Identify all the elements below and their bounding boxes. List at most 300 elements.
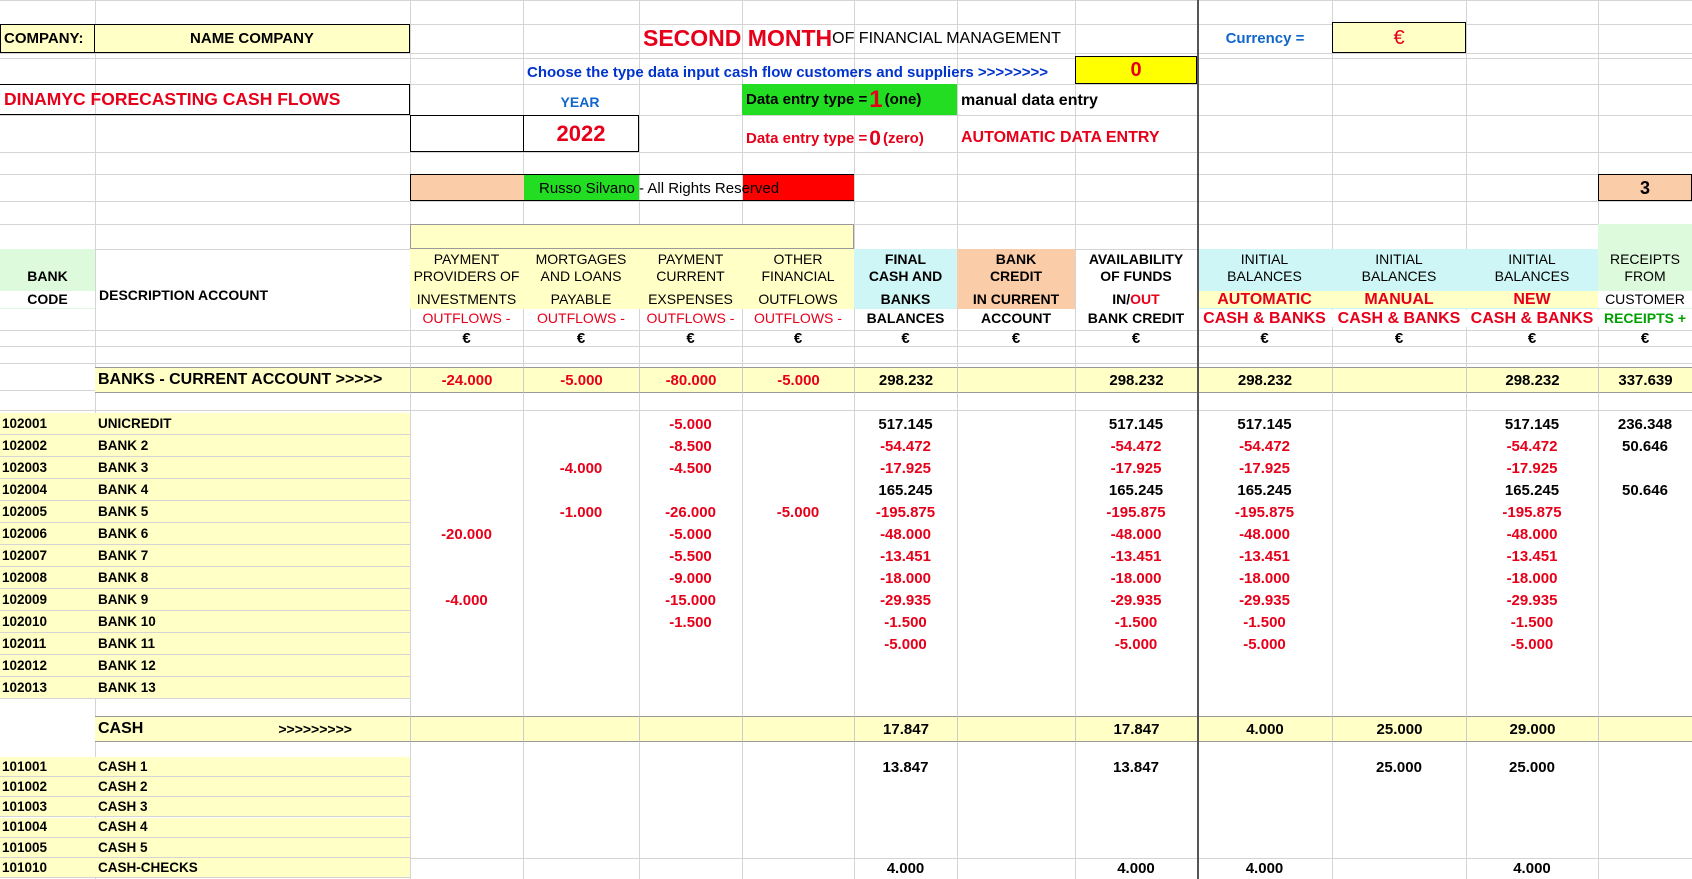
header-line: DESCRIPTION ACCOUNT (99, 287, 269, 303)
value-cell: -48.000 (1110, 525, 1162, 543)
value-cell: -29.935 (880, 591, 931, 609)
account-code[interactable]: 102005 (0, 501, 95, 523)
account-code[interactable]: 102003 (0, 457, 95, 479)
value-cell (1466, 797, 1598, 817)
value-cell[interactable] (523, 677, 639, 699)
value-cell (1197, 777, 1332, 797)
value-cell[interactable] (742, 655, 854, 677)
value-cell: 165.245 (1237, 481, 1292, 499)
value-cell[interactable] (523, 655, 639, 677)
value-cell: -195.875 (1234, 503, 1295, 521)
value-cell[interactable] (639, 677, 742, 699)
header-out: OUT (1130, 291, 1160, 307)
value-cell: -48.000 (880, 525, 931, 543)
column-header-12 (1598, 249, 1692, 326)
value-cell: -17.925 (1506, 459, 1558, 477)
entry-type-zero (746, 126, 961, 150)
value-cell[interactable]: -1.000 (559, 503, 603, 521)
value-cell[interactable]: -15.000 (665, 591, 716, 609)
grid-hline (0, 363, 1692, 364)
header-line: BALANCES (1227, 268, 1302, 284)
value-cell[interactable] (639, 797, 742, 817)
grid-hline (0, 152, 1692, 153)
header-line: CASH AND (868, 268, 943, 284)
column-header-11 (1466, 249, 1598, 327)
account-code[interactable]: 102002 (0, 435, 95, 457)
value-cell[interactable] (639, 716, 742, 742)
entry-one-description: manual data entry (961, 92, 1098, 109)
value-cell[interactable] (410, 567, 523, 589)
header-line: OUTFLOWS - (646, 310, 735, 326)
value-cell[interactable] (523, 716, 639, 742)
value-cell[interactable] (639, 818, 742, 838)
value-cell[interactable] (410, 545, 523, 567)
value-cell: -195.875 (1106, 503, 1166, 521)
value-cell[interactable] (523, 777, 639, 797)
value-cell: -13.451 (1239, 547, 1290, 565)
value-cell[interactable] (742, 413, 854, 435)
value-cell: -54.472 (1110, 437, 1162, 455)
value-cell[interactable] (639, 858, 742, 878)
value-cell (1075, 777, 1197, 797)
header-line: INITIAL (1240, 251, 1289, 267)
value-cell[interactable] (410, 797, 523, 817)
account-name[interactable]: BANK 13 (95, 677, 410, 699)
value-cell: 517.145 (1504, 415, 1560, 433)
value-cell[interactable] (742, 479, 854, 501)
value-cell (1075, 818, 1197, 838)
account-name[interactable]: CASH 4 (95, 818, 410, 838)
value-cell[interactable] (1332, 457, 1466, 479)
value-cell: -5.000 (1243, 635, 1286, 653)
value-cell[interactable] (1332, 633, 1466, 655)
account-code[interactable]: 102008 (0, 567, 95, 589)
value-cell (1598, 567, 1692, 589)
value-cell[interactable] (639, 757, 742, 777)
account-name[interactable]: BANK 3 (95, 457, 410, 479)
column-header-10 (1332, 249, 1466, 327)
value-cell[interactable] (523, 818, 639, 838)
value-cell (1598, 545, 1692, 567)
header-line: AVAILABILITY (1088, 251, 1184, 267)
header-line: FINAL (884, 251, 927, 267)
value-cell[interactable] (523, 611, 639, 633)
value-cell: -18.000 (1110, 569, 1162, 587)
account-code[interactable]: 101002 (0, 777, 95, 797)
header-line: BANK (995, 251, 1037, 267)
header-line: AUTOMATIC (1197, 291, 1332, 308)
value-cell[interactable] (742, 589, 854, 611)
value-cell: -1.500 (1510, 613, 1554, 631)
value-cell (1075, 677, 1197, 699)
header-line: IN CURRENT (972, 291, 1060, 307)
value-cell (1598, 523, 1692, 545)
header-line: BANK (27, 268, 68, 284)
value-cell[interactable] (1332, 838, 1466, 858)
value-cell[interactable] (742, 716, 854, 742)
value-cell[interactable] (410, 677, 523, 699)
value-cell (1075, 655, 1197, 677)
entry-zero-prefix: Data entry type = (746, 129, 868, 147)
value-cell[interactable]: 25.000 (1332, 716, 1466, 742)
value-cell: -18.000 (1506, 569, 1558, 587)
value-cell[interactable]: -5.000 (669, 415, 712, 433)
account-code[interactable]: 102001 (0, 413, 95, 435)
value-cell[interactable]: -80.000 (639, 367, 742, 393)
copyright-banner (410, 174, 854, 201)
header-line: OTHER (773, 251, 823, 267)
value-cell[interactable] (523, 589, 639, 611)
column-header-2 (410, 249, 523, 326)
grid-hline (0, 0, 1692, 1)
page-number: 3 (1598, 174, 1692, 201)
account-name[interactable]: CASH 2 (95, 777, 410, 797)
grid-hline (0, 53, 1692, 54)
value-cell[interactable] (410, 501, 523, 523)
value-cell[interactable] (1332, 435, 1466, 457)
value-cell: -17.925 (1110, 459, 1162, 477)
value-cell (957, 611, 1075, 633)
account-name[interactable]: BANK 4 (95, 479, 410, 501)
value-cell[interactable] (1332, 523, 1466, 545)
value-cell[interactable] (1332, 777, 1466, 797)
account-name: BANKS - CURRENT ACCOUNT >>>>> (95, 367, 410, 393)
value-cell[interactable] (523, 435, 639, 457)
value-cell[interactable] (742, 777, 854, 797)
value-cell: 298.232 (1197, 367, 1332, 393)
value-cell (957, 589, 1075, 611)
value-cell[interactable]: 25.000 (1376, 758, 1422, 776)
entry-zero-suffix: (zero) (882, 129, 924, 147)
page-title (643, 24, 1073, 53)
value-cell (854, 655, 957, 677)
header-line: MORTGAGES (535, 251, 627, 267)
currency-symbol-cell: € (1011, 329, 1021, 347)
value-cell[interactable] (410, 777, 523, 797)
header-line: BALANCES (1361, 268, 1437, 284)
value-cell (957, 677, 1075, 699)
value-cell[interactable]: -5.500 (669, 547, 712, 565)
header-line (1075, 291, 1197, 308)
value-cell: 4.000 (1117, 859, 1155, 877)
value-cell (957, 858, 1075, 878)
value-cell[interactable] (410, 838, 523, 858)
account-name[interactable]: CASH 1 (95, 757, 410, 777)
account-name[interactable]: BANK 5 (95, 501, 410, 523)
column-header-1 (95, 285, 410, 309)
account-name[interactable]: BANK 6 (95, 523, 410, 545)
header-line (0, 310, 95, 327)
receipts-band (1598, 224, 1692, 249)
value-cell[interactable] (639, 838, 742, 858)
header-line: CASH & BANKS (1332, 310, 1466, 327)
value-cell (957, 435, 1075, 457)
value-cell (957, 413, 1075, 435)
column-header-5 (742, 249, 854, 326)
year-left-cell (410, 115, 523, 152)
value-cell[interactable]: -4.000 (445, 591, 488, 609)
value-cell (1598, 818, 1692, 838)
value-cell (1197, 838, 1332, 858)
value-cell: -5.000 (1510, 635, 1554, 653)
header-line: CASH & BANKS (1197, 310, 1332, 327)
account-name[interactable]: BANK 8 (95, 567, 410, 589)
value-cell[interactable] (1332, 818, 1466, 838)
header-line: PROVIDERS OF (413, 268, 520, 284)
value-cell (957, 777, 1075, 797)
value-cell[interactable] (523, 838, 639, 858)
account-code[interactable]: 102006 (0, 523, 95, 545)
value-cell: -54.472 (1506, 437, 1558, 455)
value-cell[interactable] (1332, 501, 1466, 523)
value-cell[interactable] (1332, 545, 1466, 567)
account-name[interactable]: BANK 9 (95, 589, 410, 611)
value-cell[interactable] (523, 567, 639, 589)
header-line: MANUAL (1332, 291, 1466, 308)
header-line: CUSTOMER (1598, 291, 1692, 308)
value-cell[interactable] (639, 655, 742, 677)
value-cell[interactable] (742, 633, 854, 655)
value-cell[interactable] (410, 655, 523, 677)
value-cell (957, 567, 1075, 589)
account-code[interactable]: 102010 (0, 611, 95, 633)
header-line: RECEIPTS + (1598, 310, 1692, 327)
column-header-9 (1197, 249, 1332, 327)
value-cell[interactable] (742, 818, 854, 838)
value-cell[interactable]: -4.500 (669, 459, 712, 477)
value-cell[interactable] (523, 545, 639, 567)
value-cell[interactable] (523, 413, 639, 435)
value-cell (957, 501, 1075, 523)
account-code[interactable]: 102007 (0, 545, 95, 567)
value-cell: -5.000 (884, 635, 927, 653)
value-cell (1598, 589, 1692, 611)
value-cell[interactable] (410, 611, 523, 633)
account-name[interactable]: BANK 2 (95, 435, 410, 457)
value-cell[interactable]: -8.500 (669, 437, 712, 455)
value-cell[interactable] (1332, 677, 1466, 699)
account-code[interactable]: 101003 (0, 797, 95, 817)
column-header-3 (523, 249, 639, 326)
entry-zero-number: 0 (869, 126, 881, 150)
value-cell[interactable] (1332, 567, 1466, 589)
account-name[interactable]: CASH 3 (95, 797, 410, 817)
value-cell[interactable] (742, 523, 854, 545)
value-cell[interactable] (410, 435, 523, 457)
value-cell (1197, 655, 1332, 677)
account-name[interactable]: BANK 12 (95, 655, 410, 677)
value-cell[interactable] (410, 716, 523, 742)
value-cell: -13.451 (1506, 547, 1558, 565)
value-cell[interactable] (523, 797, 639, 817)
header-line: CODE (0, 291, 95, 308)
value-cell (957, 838, 1075, 858)
value-cell[interactable] (742, 611, 854, 633)
account-name[interactable]: BANK 11 (95, 633, 410, 655)
account-code[interactable]: 102012 (0, 655, 95, 677)
currency-symbol-cell: € (901, 329, 910, 347)
value-cell[interactable] (639, 777, 742, 797)
value-cell[interactable] (742, 838, 854, 858)
account-code[interactable]: 102004 (0, 479, 95, 501)
value-cell (1598, 777, 1692, 797)
value-cell (1598, 501, 1692, 523)
value-cell: 13.847 (882, 758, 929, 776)
account-code[interactable]: 102011 (0, 633, 95, 655)
data-entry-type-input[interactable]: 0 (1075, 56, 1197, 84)
value-cell[interactable] (1332, 797, 1466, 817)
value-cell[interactable] (742, 545, 854, 567)
value-cell[interactable] (1332, 611, 1466, 633)
value-cell[interactable] (742, 797, 854, 817)
value-cell[interactable] (1332, 655, 1466, 677)
value-cell (957, 479, 1075, 501)
value-cell[interactable] (523, 479, 639, 501)
value-cell: 236.348 (1617, 415, 1673, 433)
account-name[interactable]: CASH-CHECKS (95, 858, 410, 878)
header-line (0, 251, 95, 268)
value-cell[interactable]: -4.000 (559, 459, 603, 477)
value-cell[interactable] (742, 435, 854, 457)
header-line: PAYMENT (433, 251, 500, 267)
value-cell[interactable] (410, 858, 523, 878)
column-header-4 (639, 249, 742, 326)
header-line: AND LOANS (540, 268, 622, 284)
value-cell[interactable] (1332, 479, 1466, 501)
value-cell: -195.875 (1502, 503, 1562, 521)
cash-label: CASH (98, 720, 144, 737)
account-name[interactable]: BANK 7 (95, 545, 410, 567)
header-line: INITIAL (1375, 251, 1423, 267)
grid-hline (0, 115, 1692, 116)
value-cell: 4.000 (1197, 716, 1332, 742)
header-in: IN/ (1112, 291, 1131, 307)
value-cell: -18.000 (1239, 569, 1290, 587)
value-cell[interactable] (639, 633, 742, 655)
value-cell[interactable] (1332, 589, 1466, 611)
value-cell[interactable]: -20.000 (441, 525, 492, 543)
value-cell[interactable] (410, 479, 523, 501)
value-cell (854, 677, 957, 699)
header-line: OUTFLOWS - (422, 310, 511, 326)
header-line: CURRENT (656, 268, 725, 284)
value-cell[interactable]: -5.000 (742, 367, 854, 393)
account-code[interactable]: 101004 (0, 818, 95, 838)
account-code[interactable]: 101010 (0, 858, 95, 878)
year-field[interactable]: 2022 (523, 115, 639, 152)
header-line: RECEIPTS (1609, 251, 1680, 267)
value-cell[interactable]: -5.000 (523, 367, 639, 393)
value-cell (1466, 777, 1598, 797)
section-divider (1197, 0, 1199, 879)
value-cell: 298.232 (854, 367, 957, 393)
header-line: OF FUNDS (1100, 268, 1172, 284)
value-cell[interactable] (523, 858, 639, 878)
value-cell (854, 818, 957, 838)
title-main: SECOND MONTH (643, 25, 833, 51)
account-name[interactable]: UNICREDIT (95, 413, 410, 435)
value-cell (957, 457, 1075, 479)
value-cell: -48.000 (1506, 525, 1558, 543)
value-cell: -13.451 (880, 547, 931, 565)
value-cell[interactable]: -5.000 (669, 525, 712, 543)
column-header-8 (1075, 249, 1197, 326)
company-name[interactable]: NAME COMPANY (95, 24, 410, 53)
value-cell[interactable] (1332, 413, 1466, 435)
value-cell: 517.145 (1108, 415, 1164, 433)
header-line: CASH & BANKS (1466, 310, 1598, 327)
value-cell[interactable] (410, 818, 523, 838)
value-cell[interactable]: -5.000 (776, 503, 820, 521)
value-cell[interactable]: -9.000 (669, 569, 712, 587)
value-cell: 165.245 (1108, 481, 1164, 499)
value-cell[interactable] (523, 633, 639, 655)
value-cell[interactable] (742, 677, 854, 699)
value-cell[interactable] (523, 523, 639, 545)
value-cell[interactable]: -24.000 (410, 367, 523, 393)
currency-symbol-cell: € (576, 329, 586, 347)
value-cell[interactable] (410, 457, 523, 479)
currency-symbol-cell: € (793, 329, 803, 347)
value-cell[interactable] (1332, 367, 1466, 393)
value-cell: 517.145 (1237, 415, 1292, 433)
value-cell (1598, 838, 1692, 858)
value-cell[interactable] (523, 757, 639, 777)
value-cell (1075, 838, 1197, 858)
value-cell[interactable] (742, 567, 854, 589)
currency-symbol-cell: € (1527, 329, 1537, 347)
banner-orange-block (411, 175, 524, 200)
value-cell[interactable]: -1.500 (669, 613, 712, 631)
value-cell (1598, 797, 1692, 817)
header-line: FROM (1624, 268, 1666, 284)
grid-hline (0, 346, 1692, 347)
value-cell[interactable] (410, 413, 523, 435)
value-cell: 4.000 (1245, 859, 1284, 877)
value-cell (1466, 838, 1598, 858)
value-cell[interactable]: -26.000 (665, 503, 716, 521)
subtitle: DINAMYC FORECASTING CASH FLOWS (0, 84, 410, 115)
value-cell: 25.000 (1509, 758, 1555, 776)
account-name[interactable]: BANK 10 (95, 611, 410, 633)
header-line: OUTFLOWS (758, 291, 838, 307)
currency-symbol-cell: € (1394, 329, 1404, 347)
grid-hline (0, 410, 1692, 411)
column-header-7 (957, 249, 1075, 326)
value-cell (957, 716, 1075, 742)
value-cell: -1.500 (884, 613, 927, 631)
value-cell (1598, 611, 1692, 633)
account-code[interactable]: 101005 (0, 838, 95, 858)
value-cell (854, 838, 957, 858)
value-cell[interactable] (742, 757, 854, 777)
value-cell[interactable] (410, 633, 523, 655)
value-cell (1466, 677, 1598, 699)
value-cell[interactable] (1332, 858, 1466, 878)
value-cell[interactable] (410, 757, 523, 777)
header-line: BANKS (880, 291, 931, 307)
account-code[interactable]: 101001 (0, 757, 95, 777)
value-cell[interactable] (742, 858, 854, 878)
value-cell[interactable] (742, 457, 854, 479)
account-name[interactable]: CASH 5 (95, 838, 410, 858)
value-cell[interactable] (639, 479, 742, 501)
account-code[interactable]: 102013 (0, 677, 95, 699)
account-code[interactable]: 102009 (0, 589, 95, 611)
value-cell (957, 367, 1075, 393)
currency-field[interactable]: € (1332, 22, 1466, 53)
header-line: BANK CREDIT (1087, 310, 1185, 326)
